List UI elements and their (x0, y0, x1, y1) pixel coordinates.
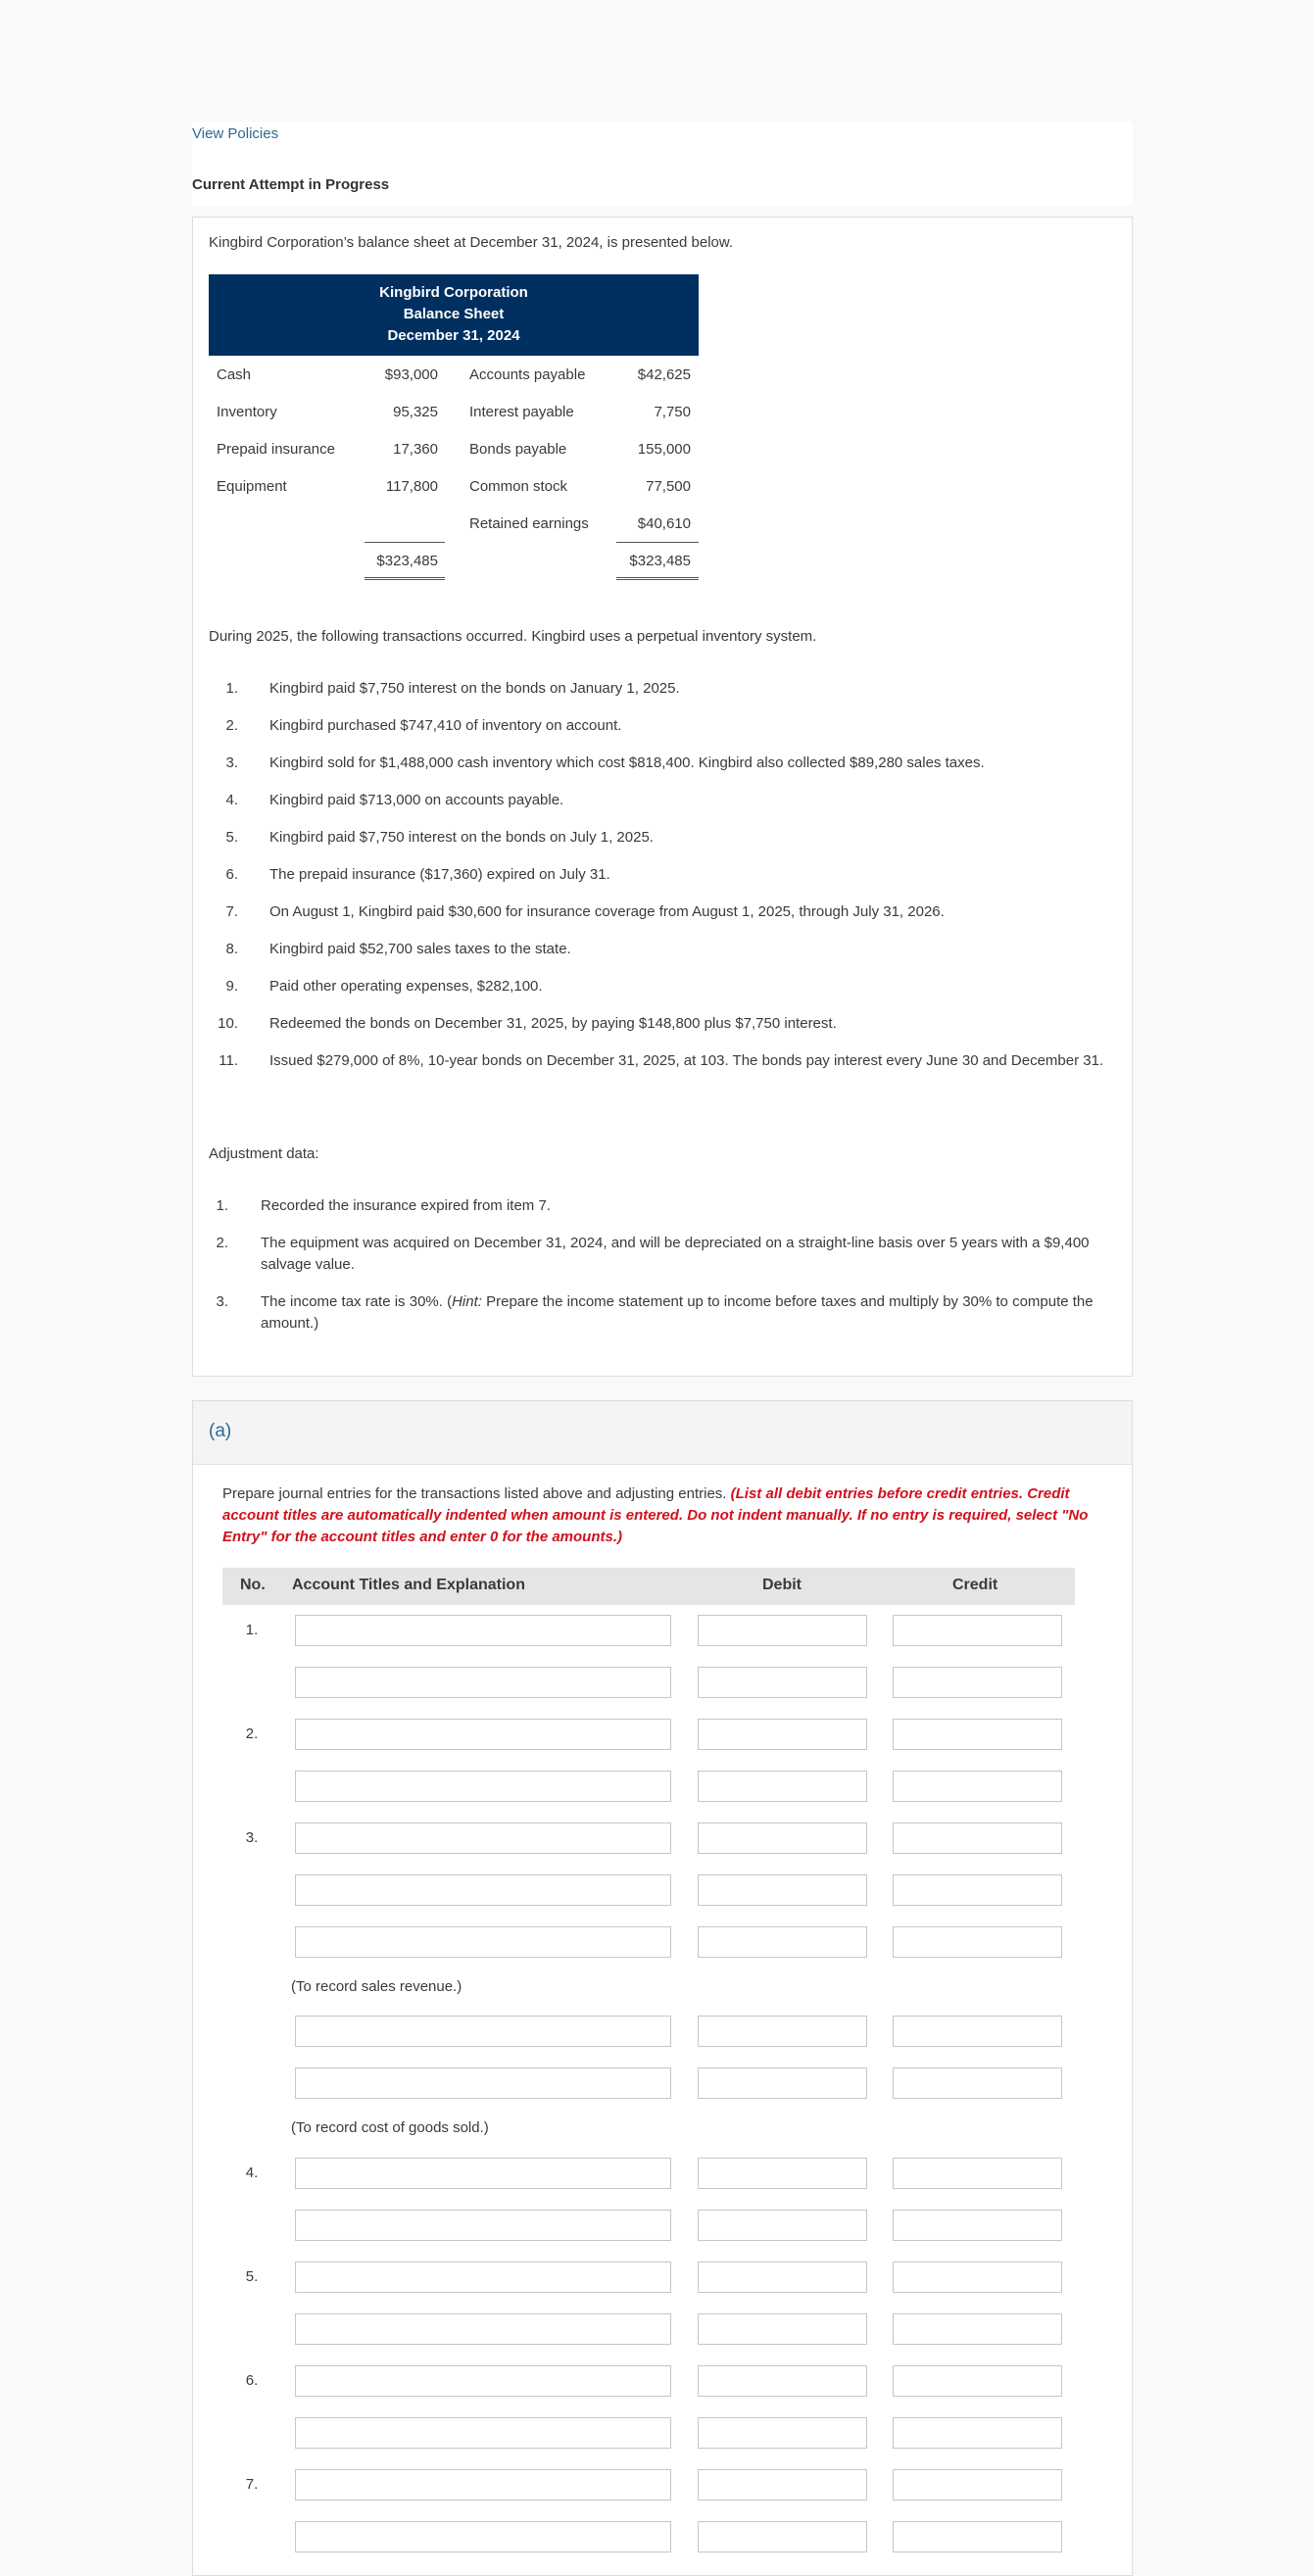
col-no: No. (240, 1577, 266, 1593)
tax-text-start: The income tax rate is 30%. ( (261, 1293, 453, 1310)
account-title-input[interactable] (295, 2365, 671, 2397)
item-text: The prepaid insurance ($17,360) expired on July 31. (269, 866, 610, 883)
journal-row (222, 2016, 1075, 2049)
journal-row (222, 2521, 1075, 2554)
item-text (261, 1291, 1110, 1335)
item-text: Kingbird purchased $747,410 of inventory on account. (269, 717, 622, 734)
balance-sheet-row (209, 356, 699, 393)
journal-row (222, 1667, 1075, 1700)
view-policies-link[interactable]: View Policies (192, 125, 279, 142)
liability-value: $42,625 (637, 366, 691, 383)
item-number: 1. (225, 680, 238, 697)
asset-label: Equipment (217, 478, 287, 495)
journal-row (222, 1926, 1075, 1960)
account-title-input[interactable] (295, 2521, 671, 2552)
list-item (209, 1233, 1110, 1276)
journal-row (222, 1771, 1075, 1804)
debit-input[interactable] (698, 2313, 867, 2345)
liability-total-rule (616, 542, 699, 543)
credit-input[interactable] (893, 2067, 1062, 2099)
asset-value: 117,800 (385, 478, 438, 495)
entry-number: 5. (245, 2268, 259, 2285)
item-number: 6. (225, 866, 238, 883)
transactions-intro: During 2025, the following transactions occurred. Kingbird uses a perpetual inventory system. (209, 628, 817, 645)
account-title-input[interactable] (295, 1719, 671, 1750)
journal-row (222, 1615, 1075, 1648)
credit-input[interactable] (893, 1771, 1062, 1802)
col-credit: Credit (952, 1577, 998, 1593)
item-text: The equipment was acquired on December 31, 2024, and will be depreciated on a straight-line basis over 5 years with a $9,400 salvage value. (261, 1235, 1090, 1273)
credit-input[interactable] (893, 2313, 1062, 2345)
instructions (222, 1483, 1104, 1548)
entry-number: 2. (245, 1725, 259, 1742)
credit-input[interactable] (893, 2365, 1062, 2397)
list-item (209, 1291, 1110, 1335)
item-number: 5. (225, 829, 238, 846)
part-a-panel (192, 1400, 1133, 2576)
total-liabilities-equity: $323,485 (629, 553, 691, 569)
liability-label: Interest payable (469, 404, 574, 420)
part-a-header (193, 1401, 1132, 1465)
credit-input[interactable] (893, 2469, 1062, 2501)
asset-label: Inventory (217, 404, 277, 420)
cogs-note: (To record cost of goods sold.) (291, 2119, 489, 2136)
journal-row (222, 1719, 1075, 1752)
credit-input[interactable] (893, 1823, 1062, 1854)
col-account: Account Titles and Explanation (292, 1577, 525, 1593)
credit-input[interactable] (893, 1874, 1062, 1906)
item-text: Kingbird paid $7,750 interest on the bonds on January 1, 2025. (269, 680, 680, 697)
account-title-input[interactable] (295, 1874, 671, 1906)
debit-input[interactable] (698, 2261, 867, 2293)
debit-input[interactable] (698, 2158, 867, 2189)
account-title-input[interactable] (295, 2016, 671, 2047)
journal-row (222, 2261, 1075, 2295)
asset-double-rule (365, 577, 445, 580)
list-item (209, 827, 1110, 849)
account-title-input[interactable] (295, 1615, 671, 1646)
journal-row (222, 2210, 1075, 2243)
item-number: 9. (225, 978, 238, 995)
col-debit: Debit (762, 1577, 802, 1593)
credit-input[interactable] (893, 2417, 1062, 2449)
journal-row (222, 1874, 1075, 1908)
account-title-input[interactable] (295, 1926, 671, 1958)
company-name: Kingbird Corporation (379, 284, 528, 301)
debit-input[interactable] (698, 2067, 867, 2099)
account-title-input[interactable] (295, 1823, 671, 1854)
liability-double-rule (616, 577, 699, 580)
item-text: Issued $279,000 of 8%, 10-year bonds on December 31, 2025, at 103. The bonds pay interest every June 30 and December 31. (269, 1052, 1104, 1069)
item-text: Paid other operating expenses, $282,100. (269, 978, 543, 995)
list-item (209, 753, 1110, 774)
list-item (209, 976, 1110, 997)
list-item (209, 790, 1110, 811)
credit-input[interactable] (893, 2210, 1062, 2241)
item-number: 4. (225, 792, 238, 808)
liability-value: 7,750 (654, 404, 691, 420)
item-number: 2. (216, 1235, 228, 1251)
top-band (192, 122, 1133, 206)
adjustment-list (209, 1195, 1110, 1350)
balance-sheet-row (209, 467, 699, 505)
credit-input[interactable] (893, 2521, 1062, 2552)
list-item (209, 1013, 1110, 1035)
balance-sheet-row (209, 393, 699, 430)
problem-intro: Kingbird Corporation’s balance sheet at December 31, 2024, is presented below. (209, 234, 734, 251)
account-title-input[interactable] (295, 2210, 671, 2241)
debit-input[interactable] (698, 1823, 867, 1854)
item-number: 7. (225, 903, 238, 920)
journal-row (222, 2067, 1075, 2101)
journal-header (222, 1568, 1075, 1605)
credit-input[interactable] (893, 1926, 1062, 1958)
balance-sheet-header (209, 274, 699, 356)
transaction-list (209, 678, 1110, 1088)
item-text: Kingbird paid $7,750 interest on the bonds on July 1, 2025. (269, 829, 654, 846)
account-title-input[interactable] (295, 2158, 671, 2189)
journal-row (222, 2365, 1075, 2399)
liability-value: 155,000 (637, 441, 691, 458)
debit-input[interactable] (698, 1615, 867, 1646)
item-number: 3. (216, 1293, 228, 1310)
item-number: 10. (218, 1015, 238, 1032)
balance-sheet-row (209, 505, 699, 542)
statement-name: Balance Sheet (403, 306, 505, 322)
liability-value: $40,610 (637, 515, 691, 532)
entry-number: 3. (245, 1829, 259, 1846)
list-item (209, 715, 1110, 737)
debit-input[interactable] (698, 1719, 867, 1750)
instruction-text: Prepare journal entries for the transactions listed above and adjusting entries. (222, 1485, 731, 1502)
account-title-input[interactable] (295, 1771, 671, 1802)
item-text: On August 1, Kingbird paid $30,600 for insurance coverage from August 1, 2025, through July 31, 2026. (269, 903, 945, 920)
asset-label: Cash (217, 366, 252, 383)
list-item (209, 864, 1110, 886)
credit-input[interactable] (893, 2261, 1062, 2293)
journal-row (222, 1823, 1075, 1856)
balance-sheet (209, 274, 699, 579)
item-number: 1. (216, 1197, 228, 1214)
entry-number: 7. (245, 2476, 259, 2493)
account-title-input[interactable] (295, 2067, 671, 2099)
part-label: (a) (209, 1421, 232, 1441)
debit-input[interactable] (698, 2417, 867, 2449)
balance-sheet-row (209, 430, 699, 467)
journal-row (222, 2158, 1075, 2191)
list-item (209, 901, 1110, 923)
entry-number: 4. (245, 2164, 259, 2181)
item-number: 2. (225, 717, 238, 734)
list-item (209, 678, 1110, 700)
debit-input[interactable] (698, 1926, 867, 1958)
total-assets: $323,485 (376, 553, 438, 569)
asset-value: $93,000 (384, 366, 438, 383)
debit-input[interactable] (698, 1667, 867, 1698)
account-title-input[interactable] (295, 1667, 671, 1698)
list-item (209, 939, 1110, 960)
hint-label: Hint: (452, 1293, 482, 1310)
liability-label: Bonds payable (469, 441, 567, 458)
liability-label: Common stock (469, 478, 568, 495)
debit-input[interactable] (698, 2210, 867, 2241)
item-number: 3. (225, 754, 238, 771)
debit-input[interactable] (698, 2016, 867, 2047)
item-text: Kingbird sold for $1,488,000 cash inventory which cost $818,400. Kingbird also collected $89,280 sales taxes. (269, 754, 985, 771)
account-title-input[interactable] (295, 2469, 671, 2501)
debit-input[interactable] (698, 2365, 867, 2397)
item-text: Redeemed the bonds on December 31, 2025, by paying $148,800 plus $7,750 interest. (269, 1015, 837, 1032)
liability-label: Accounts payable (469, 366, 586, 383)
entry-number: 6. (245, 2372, 259, 2389)
journal-row (222, 2313, 1075, 2347)
item-text: Recorded the insurance expired from item 7. (261, 1197, 551, 1214)
credit-input[interactable] (893, 1667, 1062, 1698)
tax-text-end: Prepare the income statement up to income before taxes and multiply by 30% to compute the amount.) (261, 1293, 1094, 1332)
journal-row (222, 2417, 1075, 2451)
liability-label: Retained earnings (469, 515, 589, 532)
list-item (209, 1195, 1110, 1217)
debit-input[interactable] (698, 1874, 867, 1906)
balance-sheet-total-row (209, 542, 699, 579)
item-text: Kingbird paid $713,000 on accounts payable. (269, 792, 564, 808)
problem-statement (192, 217, 1133, 1377)
item-text: Kingbird paid $52,700 sales taxes to the state. (269, 941, 571, 957)
credit-input[interactable] (893, 2158, 1062, 2189)
account-title-input[interactable] (295, 2313, 671, 2345)
asset-value: 17,360 (393, 441, 438, 458)
journal-row (222, 2469, 1075, 2503)
item-number: 8. (225, 941, 238, 957)
debit-input[interactable] (698, 1771, 867, 1802)
debit-input[interactable] (698, 2469, 867, 2501)
credit-input[interactable] (893, 2016, 1062, 2047)
account-title-input[interactable] (295, 2417, 671, 2449)
credit-input[interactable] (893, 1719, 1062, 1750)
sales-note: (To record sales revenue.) (291, 1978, 462, 1995)
statement-date: December 31, 2024 (387, 327, 520, 344)
attempt-status: Current Attempt in Progress (192, 176, 390, 193)
credit-input[interactable] (893, 1615, 1062, 1646)
asset-total-rule (365, 542, 445, 543)
list-item (209, 1050, 1110, 1072)
entry-number: 1. (245, 1622, 259, 1638)
asset-label: Prepaid insurance (217, 441, 335, 458)
asset-value: 95,325 (393, 404, 438, 420)
item-number: 11. (219, 1052, 238, 1069)
account-title-input[interactable] (295, 2261, 671, 2293)
liability-value: 77,500 (646, 478, 691, 495)
instruction-warning: (List all debit entries before credit entries. Credit account titles are automatically indented when amount is entered. Do not indent manually. If no entry is required, select "No Entry" for the account titles and enter 0 for the amounts.) (222, 1485, 1089, 1545)
debit-input[interactable] (698, 2521, 867, 2552)
adjustment-title: Adjustment data: (209, 1145, 319, 1162)
